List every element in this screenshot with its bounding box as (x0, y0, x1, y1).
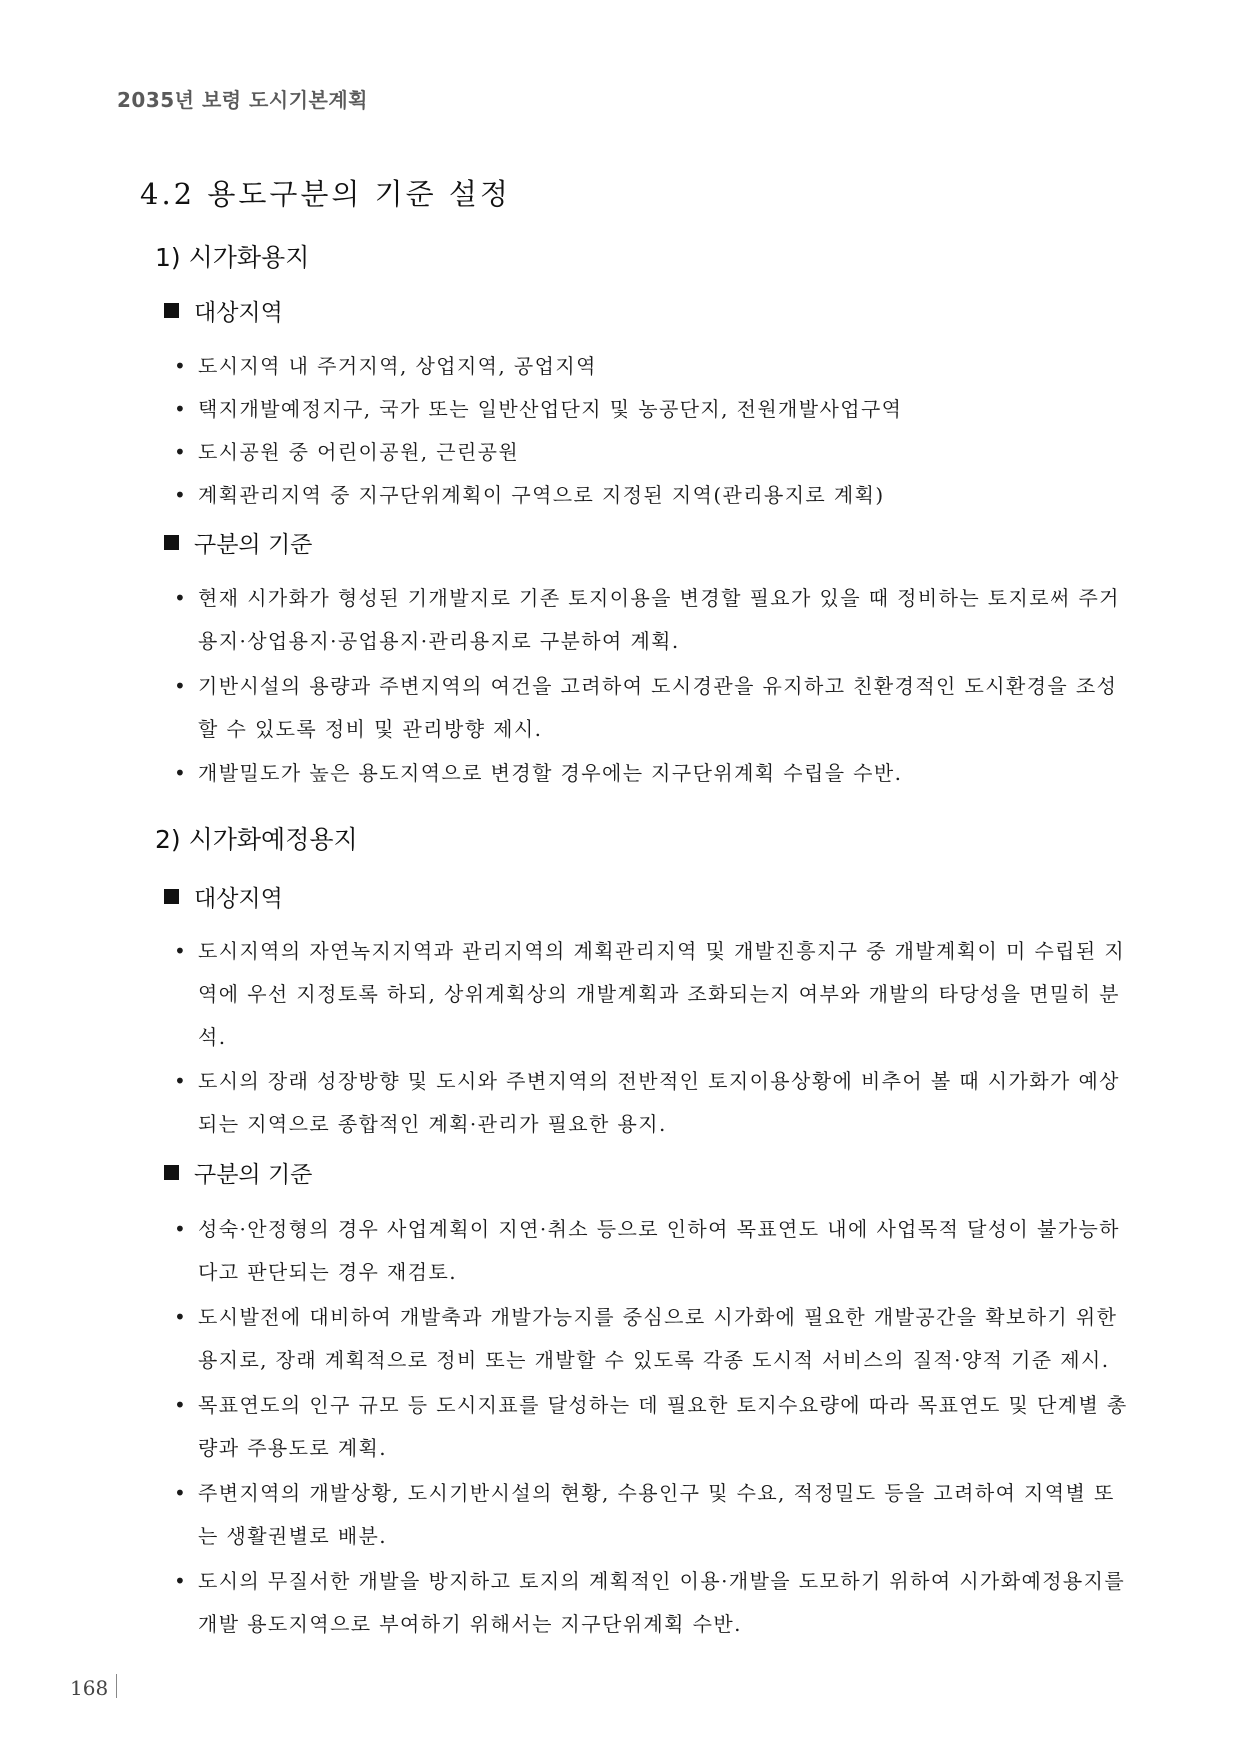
bullet-dot-icon: • (174, 354, 188, 378)
sub1-target-item: • 택지개발예정지구, 국가 또는 일반산업단지 및 농공단지, 전원개발사업구역 (174, 388, 1134, 431)
bullet-dot-icon: • (174, 1569, 188, 1593)
running-header: 2035년 보령 도시기본계획 (117, 88, 368, 112)
sub2-criteria-item: • 성숙·안정형의 경우 사업계획이 지연·취소 등으로 인하여 목표연도 내에 사업목적 달성이 불가능하다고 판단되는 경우 재검토. (174, 1208, 1134, 1294)
subsection-1-title: 1) 시가화용지 (155, 243, 310, 272)
sub1-target-item: • 도시지역 내 주거지역, 상업지역, 공업지역 (174, 345, 1134, 388)
sub2-target-heading-text: 대상지역 (194, 886, 283, 912)
page-number: 168 (70, 1676, 109, 1700)
sub2-criteria-item: • 주변지역의 개발상황, 도시기반시설의 현황, 수용인구 및 수요, 적정밀도 등을 고려하여 지역별 또는 생활권별로 배분. (174, 1472, 1134, 1558)
sub1-target-heading-text: 대상지역 (194, 300, 283, 326)
bullet-dot-icon: • (174, 761, 188, 785)
bullet-dot-icon: • (174, 939, 188, 963)
bullet-dot-icon: • (174, 397, 188, 421)
section-title: 4.2 용도구분의 기준 설정 (140, 177, 511, 211)
square-bullet-icon (164, 303, 179, 318)
sub1-criteria-item: • 개발밀도가 높은 용도지역으로 변경할 경우에는 지구단위계획 수립을 수반. (174, 752, 1134, 795)
sub2-target-item: • 도시지역의 자연녹지지역과 관리지역의 계획관리지역 및 개발진흥지구 중 개발계획이 미 수립된 지역에 우선 지정토록 하되, 상위계획상의 개발계획과 조화되는지 여부와 개발의 타당성을 면밀히 분석. (174, 930, 1134, 1059)
sub1-criteria-heading (164, 526, 312, 559)
bullet-dot-icon: • (174, 1393, 188, 1417)
sub2-criteria-heading (164, 1156, 312, 1189)
bullet-dot-icon: • (174, 483, 188, 507)
bullet-dot-icon: • (174, 1305, 188, 1329)
bullet-dot-icon: • (174, 1217, 188, 1241)
sub1-target-heading (164, 294, 283, 327)
sub2-criteria-item: • 도시발전에 대비하여 개발축과 개발가능지를 중심으로 시가화에 필요한 개발공간을 확보하기 위한 용지로, 장래 계획적으로 정비 또는 개발할 수 있도록 각종 도시적 서비스의 질적·양적 기준 제시. (174, 1296, 1134, 1382)
bullet-dot-icon: • (174, 586, 188, 610)
subsection-2-title: 2) 시가화예정용지 (155, 825, 358, 854)
bullet-dot-icon: • (174, 1069, 188, 1093)
sub1-criteria-item: • 기반시설의 용량과 주변지역의 여건을 고려하여 도시경관을 유지하고 친환경적인 도시환경을 조성할 수 있도록 정비 및 관리방향 제시. (174, 665, 1134, 751)
page-number-divider (116, 1674, 117, 1698)
bullet-dot-icon: • (174, 674, 188, 698)
square-bullet-icon (164, 535, 179, 550)
square-bullet-icon (164, 889, 179, 904)
sub1-criteria-heading-text: 구분의 기준 (194, 532, 313, 558)
sub2-target-item: • 도시의 장래 성장방향 및 도시와 주변지역의 전반적인 토지이용상황에 비추어 볼 때 시가화가 예상되는 지역으로 종합적인 계획·관리가 필요한 용지. (174, 1060, 1134, 1146)
sub2-criteria-item: • 목표연도의 인구 규모 등 도시지표를 달성하는 데 필요한 토지수요량에 따라 목표연도 및 단계별 총량과 주용도로 계획. (174, 1384, 1134, 1470)
bullet-dot-icon: • (174, 440, 188, 464)
square-bullet-icon (164, 1165, 179, 1180)
sub1-target-item: • 계획관리지역 중 지구단위계획이 구역으로 지정된 지역(관리용지로 계획) (174, 474, 1134, 517)
sub1-target-item: • 도시공원 중 어린이공원, 근린공원 (174, 431, 1134, 474)
bullet-dot-icon: • (174, 1481, 188, 1505)
sub2-criteria-item: • 도시의 무질서한 개발을 방지하고 토지의 계획적인 이용·개발을 도모하기 위하여 시가화예정용지를 개발 용도지역으로 부여하기 위해서는 지구단위계획 수반. (174, 1560, 1134, 1646)
sub1-criteria-item: • 현재 시가화가 형성된 기개발지로 기존 토지이용을 변경할 필요가 있을 때 정비하는 토지로써 주거용지·상업용지·공업용지·관리용지로 구분하여 계획. (174, 577, 1134, 663)
sub2-criteria-heading-text: 구분의 기준 (194, 1162, 313, 1188)
sub2-target-heading (164, 880, 283, 913)
